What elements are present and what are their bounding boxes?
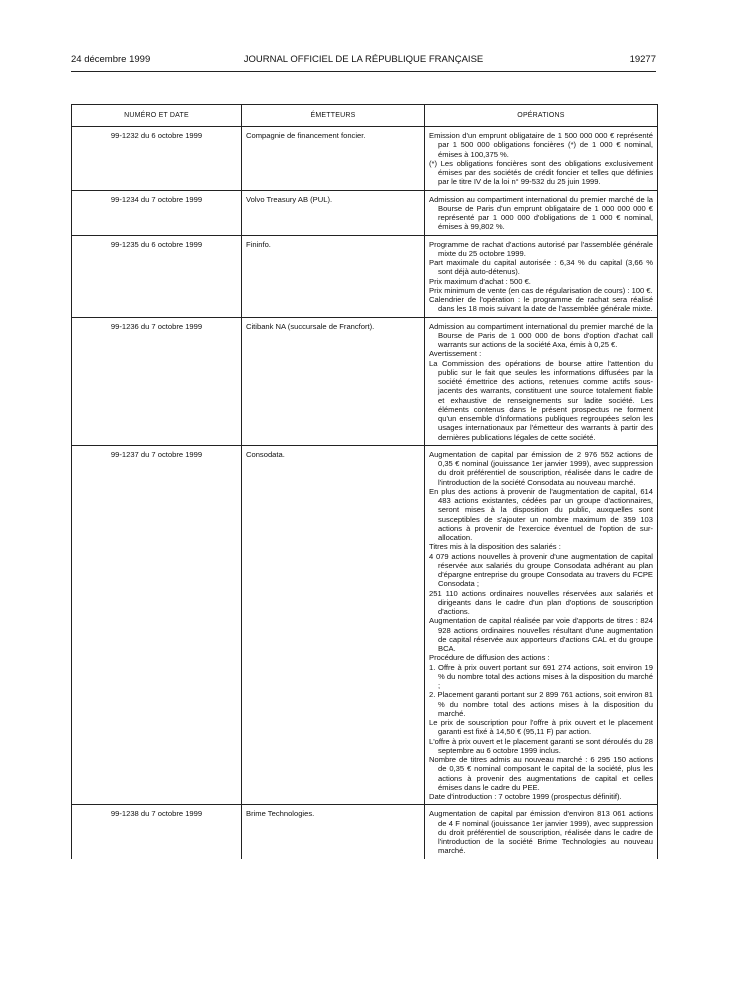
row-emetteur: Consodata. [242, 445, 425, 805]
operation-paragraph: Nombre de titres admis au nouveau marché : 6 295 150 actions de 0,35 € nominal composant le capital de la société, plus les actions à provenir des augmentations de capital et celles émises dans le cadre du PEE. [429, 755, 653, 792]
row-operations [425, 190, 658, 235]
operation-paragraph: Prix maximum d'achat : 500 €. [429, 276, 531, 286]
row-numero: 99-1237 du 7 octobre 1999 [72, 445, 242, 805]
operation-paragraph: 1. Offre à prix ouvert portant sur 691 274 actions, soit environ 19 % du nombre total des actions mises à la disposition du marché ; [429, 662, 653, 690]
operation-paragraph: Part maximale du capital autorisée : 6,34 % du capital (3,66 % sont déjà auto-détenus). [429, 258, 653, 277]
operation-paragraph: 2. Placement garanti portant sur 2 899 761 actions, soit environ 81 % du nombre total des actions mises à la disposition du marché. [429, 690, 653, 718]
header-rule [71, 71, 656, 72]
column-header-numero: NUMÉRO ET DATE [72, 105, 242, 127]
table-row [72, 235, 658, 317]
operation-paragraph: Date d'introduction : 7 octobre 1999 (prospectus définitif). [429, 792, 622, 801]
row-emetteur: Citibank NA (succursale de Francfort). [242, 317, 425, 445]
column-header-operations: OPÉRATIONS [425, 105, 658, 127]
row-emetteur: Fininfo. [242, 235, 425, 317]
operation-paragraph: Avertissement : [429, 349, 482, 359]
operation-paragraph: Calendrier de l'opération : le programme de rachat sera réalisé dans les 18 mois suivant la date de l'assemblée générale mixte. [429, 295, 653, 314]
table-row [72, 190, 658, 235]
column-header-emetteurs: ÉMETTEURS [242, 105, 425, 127]
row-operations [425, 317, 658, 445]
table-row [72, 445, 658, 805]
operation-paragraph: Admission au compartiment international du premier marché de la Bourse de Paris de 1 000 000 de bons d'option d'achat call warrants sur actions de la société Axa, émis à 0,25 €. [429, 321, 653, 349]
journal-title: JOURNAL OFFICIEL DE LA RÉPUBLIQUE FRANÇAISE [243, 54, 484, 65]
operations-table [71, 104, 658, 859]
operation-paragraph: 4 079 actions nouvelles à provenir d'une augmentation de capital réservée aux salariés du groupe Consodata adhérant au plan d'épargne entreprise du groupe Consodata au travers du FCPE Consodata ; [429, 551, 653, 589]
row-emetteur: Volvo Treasury AB (PUL). [242, 190, 425, 235]
row-operations [425, 127, 658, 191]
row-operations [425, 805, 658, 859]
row-operations [425, 235, 658, 317]
table-row [72, 127, 658, 191]
operation-paragraph: En plus des actions à provenir de l'augmentation de capital, 614 483 actions existantes, cédées par un groupe d'actionnaires, seront mises à la disposition du public, auxquelles sont susceptibles de s'ajouter un nombre maximum de 359 103 actions à provenir de l'exercice éventuel de l'option de sur-allocation. [429, 486, 653, 542]
operation-paragraph: Titres mis à la disposition des salariés : [429, 542, 561, 552]
row-numero: 99-1234 du 7 octobre 1999 [72, 190, 242, 235]
row-numero: 99-1232 du 6 octobre 1999 [72, 127, 242, 191]
operation-paragraph: Augmentation de capital par émission de 2 976 552 actions de 0,35 € nominal (jouissance 1er janvier 1999), avec suppression du droit préférentiel de souscription, réalisée dans le cadre de l'introduction de la société Consodata au nouveau marché. [429, 449, 653, 487]
row-numero: 99-1238 du 7 octobre 1999 [72, 805, 242, 859]
table-row [72, 805, 658, 859]
operation-paragraph: Le prix de souscription pour l'offre à prix ouvert et le placement garanti est fixé à 14,50 € (95,11 F) par action. [429, 718, 653, 737]
row-numero: 99-1236 du 7 octobre 1999 [72, 317, 242, 445]
operation-paragraph: Emission d'un emprunt obligataire de 1 500 000 000 € représenté par 1 500 000 obligations foncières (*) de 1 000 € nominal, émises à 100,375 %. [429, 131, 653, 159]
operation-paragraph: Augmentation de capital réalisée par voie d'apports de titres : 824 928 actions ordinaires nouvelles résultant d'une augmentation de capital réservée aux apporteurs d'actions CAL et du groupe BCA. [429, 616, 653, 653]
operation-paragraph: La Commission des opérations de bourse attire l'attention du public sur le fait que seules les informations diffusées par la société émettrice des actions, retenues comme actifs sous-jacents des warrants, constituent une source totalement fiable et exhaustive de renseignements sur ladite société. Les éléments contenus dans le présent prospectus ne forment qu'un ensemble d'informations publiques regroupées selon les usages internationaux par l'émetteur des warrants à partir des dernières publications légales de cette société. [429, 358, 653, 442]
operation-paragraph: Procédure de diffusion des actions : [429, 653, 550, 663]
operation-paragraph: Prix minimum de vente (en cas de régularisation de cours) : 100 €. [429, 285, 653, 295]
operation-paragraph: (*) Les obligations foncières sont des obligations exclusivement émises par des sociétés de crédit foncier et telles que définies par le titre IV de la loi n° 99-532 du 25 juin 1999. [429, 158, 653, 187]
table-row [72, 317, 658, 445]
operation-paragraph: Programme de rachat d'actions autorisé par l'assemblée générale mixte du 25 octobre 1999. [429, 239, 653, 258]
row-operations [425, 445, 658, 805]
operation-paragraph: L'offre à prix ouvert et le placement garanti se sont déroulés du 28 septembre au 6 octobre 1999 inclus. [429, 736, 653, 755]
issue-date: 24 décembre 1999 [71, 54, 151, 65]
operation-paragraph: Admission au compartiment international du premier marché de la Bourse de Paris d'un emprunt obligataire de 1 000 000 000 € représenté par 1 000 000 d'obligations de 1 000 € nominal, émises à 99,802 %. [429, 194, 653, 232]
row-emetteur: Compagnie de financement foncier. [242, 127, 425, 191]
operation-paragraph: Augmentation de capital par émission d'environ 813 061 actions de 4 F nominal (jouissance 1er janvier 1999), avec suppression du droit préférentiel de souscription, réalisée dans le cadre de l'introduction de la société Brime Technologies au nouveau marché. [429, 809, 653, 856]
page-number: 19277 [629, 54, 656, 65]
table-header-row [72, 105, 658, 127]
row-emetteur: Brime Technologies. [242, 805, 425, 859]
operation-paragraph: 251 110 actions ordinaires nouvelles réservées aux salariés et dirigeants dans le cadre d'un plan d'options de souscription d'actions. [429, 588, 653, 616]
page-header [71, 54, 656, 68]
row-numero: 99-1235 du 6 octobre 1999 [72, 235, 242, 317]
